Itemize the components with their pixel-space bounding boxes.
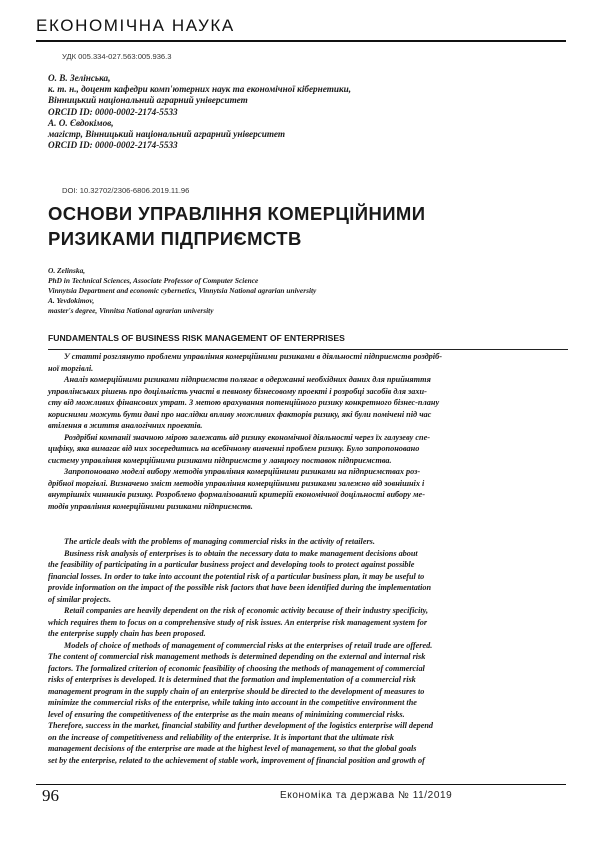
title-line: РИЗИКАМИ ПІДПРИЄМСТВ bbox=[48, 228, 302, 249]
abstract-line: of similar projects. bbox=[48, 594, 111, 604]
abstract-line: У статті розглянуто проблеми управління комерційними ризиками в діяльності підприємств роздріб- bbox=[64, 352, 442, 361]
abstract-line: Аналіз комерційними ризиками підприємств полягає в одержанні необхідних даних для прийняття bbox=[64, 375, 431, 384]
authors-ukrainian bbox=[48, 73, 568, 151]
abstract-line: ної торгівлі. bbox=[48, 363, 94, 373]
author-info-line: O. Zelinska, bbox=[48, 266, 86, 275]
authors-english bbox=[48, 266, 568, 316]
abstract-line: корисними можуть бути дані про наслідки впливу можливих факторів ризику, які були помічені під час bbox=[48, 409, 432, 419]
article-title bbox=[48, 201, 568, 251]
abstract-line: дрібної торгівлі. Визначено зміст методів управління комерційними ризиками залежно від зовнішніх і bbox=[48, 478, 425, 488]
abstract-line: which requires them to focus on a comprehensive study of risk issues. An enterprise risk management system for bbox=[48, 617, 428, 627]
udc-code: УДК 005.334-027.563:005.936.3 bbox=[62, 52, 172, 61]
abstract-line: set by the enterprise, related to the achievement of stable work, improvement of financial position and growth of bbox=[48, 755, 425, 765]
abstract-line: level of ensuring the competitiveness of the enterprise as the main means of minimizing commercial risks. bbox=[48, 709, 405, 719]
abstract-line: management decisions of the enterprise are made at the highest level of management, so that the global goals bbox=[48, 744, 417, 753]
abstract-line: the enterprise supply chain has been proposed. bbox=[48, 629, 206, 638]
abstract-line: The article deals with the problems of managing commercial risks in the activity of retailers. bbox=[64, 537, 375, 546]
doi: DOI: 10.32702/2306-6806.2019.11.96 bbox=[62, 186, 190, 195]
author-info-line: master's degree, Vinnitsa National agrarian university bbox=[48, 306, 214, 316]
abstract-line: factors. The formalized criterion of economic feasibility of choosing the methods of management of commercial bbox=[48, 663, 425, 673]
abstract-line: on the increase of competitiveness and reliability of the enterprise. It is important that the ultimate risk bbox=[48, 732, 394, 742]
author-info-line: PhD in Technical Sciences, Associate Professor of Computer Science bbox=[48, 276, 259, 286]
abstract-line: financial losses. In order to take into account the potential risk of a particular business plan, it may be useful to bbox=[48, 571, 425, 581]
author-info-line: ORCID ID: 0000-0002-2174-5533 bbox=[48, 106, 178, 117]
author-info-line: Vinnytsia Department and economic cybernetics, Vinnytsia National agrarian university bbox=[48, 286, 317, 296]
author-info-line: A. Yevdokimov, bbox=[48, 296, 95, 306]
author-info-line: к. т. н., доцент кафедри комп'ютерних наук та економічної кібернетики, bbox=[48, 84, 352, 95]
abstract-line: цифіку, яка вимагає від них зосередитись на всебічному вивченні проблем ризику. Було запропоновано bbox=[48, 444, 420, 453]
header-rule bbox=[36, 40, 566, 42]
page-number: 96 bbox=[42, 786, 59, 805]
journal-section-header: ЕКОНОМІЧНА НАУКА bbox=[36, 16, 235, 35]
footer-journal-issue: Економіка та держава № 11/2019 bbox=[280, 790, 453, 801]
abstract-line: Роздрібні компанії значною мірою залежать від ризику економічної діяльності через їх галузеву спе- bbox=[64, 432, 431, 442]
abstract-ukrainian bbox=[48, 351, 570, 512]
abstract-line: втілення в життя аналогічних проектів. bbox=[48, 421, 203, 430]
abstract-line: minimize the commercial risks of the enterprise, while taking into account in the competitive environment the bbox=[48, 698, 417, 707]
abstract-line: Models of choice of methods of management of commercial risks at the enterprises of retail trade are offered. bbox=[64, 640, 433, 650]
abstract-line: Business risk analysis of enterprises is to obtain the necessary data to make management decisions about bbox=[64, 548, 418, 558]
abstract-line: The content of commercial risk management methods is determined depending on the external and internal risk bbox=[48, 652, 426, 661]
abstract-line: Retail companies are heavily dependent on the risk of economic activity because of their industry specificity, bbox=[64, 606, 428, 615]
abstract-line: тодів управління комерційними ризиками підприємств. bbox=[48, 501, 253, 511]
author-info-line: Вінницький національний аграрний університет bbox=[48, 95, 248, 106]
title-line: ОСНОВИ УПРАВЛІННЯ КОМЕРЦІЙНИМИ bbox=[48, 203, 426, 224]
abstract-line: management program in the supply chain of an enterprise should be directed to the development of measures to bbox=[48, 686, 425, 696]
abstract-rule bbox=[48, 349, 568, 350]
author-info-line: А. О. Євдокімов, bbox=[48, 117, 114, 128]
author-info-line: ORCID ID: 0000-0002-2174-5533 bbox=[48, 140, 178, 151]
abstract-line: Запропоновано моделі вибору методів управління комерційними ризиками на підприємствах роз- bbox=[64, 467, 421, 476]
abstract-line: управлінських рішень про доцільність участі в певному бізнесовому проекті і розробці засобів для захи- bbox=[48, 386, 427, 396]
author-info-line: О. В. Зелінська, bbox=[48, 73, 111, 83]
abstract-line: систему управління комерційними ризиками підприємств у ланцюгу поставок підприємства. bbox=[48, 455, 392, 465]
abstract-line: Therefore, success in the market, financial stability and further development of the logistics enterprise will depend bbox=[48, 721, 434, 730]
abstract-line: сту від можливих фінансових утрат. З метою врахування потенційного ризику конкретного бізнес-плану bbox=[48, 398, 440, 407]
english-title: FUNDAMENTALS OF BUSINESS RISK MANAGEMENT OF ENTERPRISES bbox=[48, 333, 345, 343]
abstract-english bbox=[48, 536, 570, 766]
abstract-line: the feasibility of participating in a particular business project and developing tools to protect against possible bbox=[48, 560, 415, 569]
abstract-line: risks of enterprises is developed. It is determined that the formation and implementation of a commercial risk bbox=[48, 675, 416, 684]
abstract-line: provide information on the impact of the possible risk factors that have been identified during the implementation bbox=[48, 583, 432, 592]
footer-rule bbox=[36, 784, 566, 785]
author-info-line: магістр, Вінницький національний аграрний університет bbox=[48, 129, 285, 140]
abstract-line: внутрішніх чинників ризику. Розроблено формалізований критерій економічної доцільності вибору ме- bbox=[48, 490, 425, 499]
